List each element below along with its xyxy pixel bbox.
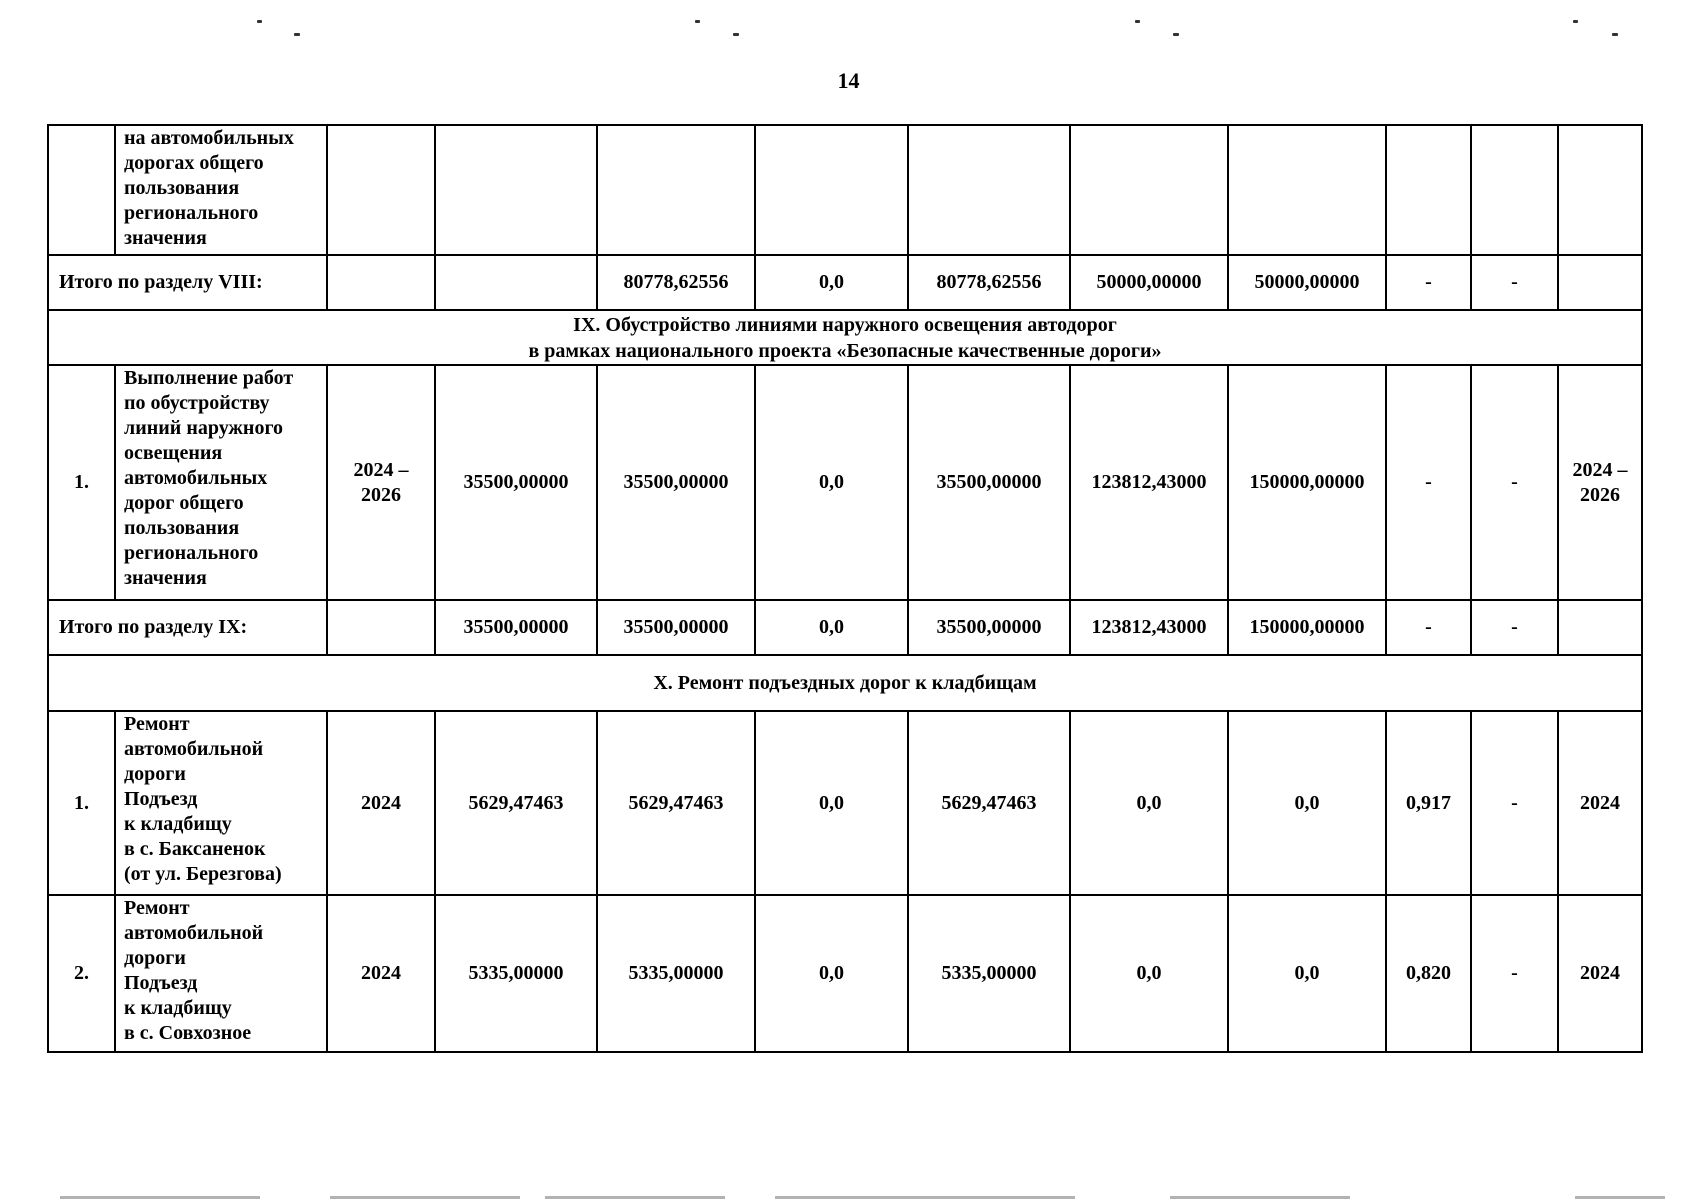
section-title xyxy=(48,310,1642,365)
cell-c8: 0,0 xyxy=(1228,895,1386,1052)
scan-artifact xyxy=(60,1196,260,1199)
cell-period: 2024 – 2026 xyxy=(327,365,435,600)
cell-c4: 35500,00000 xyxy=(597,600,755,655)
cell-c7: 0,0 xyxy=(1070,711,1228,895)
cell-c3: 35500,00000 xyxy=(435,365,597,600)
total-label: Итого по разделу IX: xyxy=(48,600,327,655)
scan-artifact xyxy=(1573,20,1578,23)
scan-artifact xyxy=(257,20,262,23)
section-header-x xyxy=(48,655,1642,711)
scan-artifact xyxy=(733,33,739,36)
cell-c8: 0,0 xyxy=(1228,711,1386,895)
cell-c10: - xyxy=(1471,255,1558,310)
cell-name: на автомобильных дорогах общего пользования регионального значения xyxy=(115,125,327,255)
cell-c6: 5335,00000 xyxy=(908,895,1070,1052)
cell-c10 xyxy=(1471,125,1558,255)
cell-c4: 80778,62556 xyxy=(597,255,755,310)
section-title-line-2: в рамках национального проекта «Безопасные качественные дороги» xyxy=(528,339,1162,362)
cell-c7: 50000,00000 xyxy=(1070,255,1228,310)
cell-num xyxy=(48,125,115,255)
table-row xyxy=(48,125,1642,255)
cell-c9: 0,917 xyxy=(1386,711,1471,895)
cell-c11 xyxy=(1558,125,1642,255)
cell-c8: 50000,00000 xyxy=(1228,255,1386,310)
cell-c5: 0,0 xyxy=(755,255,908,310)
cell-period: 2024 xyxy=(327,895,435,1052)
scan-artifact xyxy=(1170,1196,1350,1199)
cell-c9: - xyxy=(1386,600,1471,655)
cell-period xyxy=(327,125,435,255)
cell-c3: 5629,47463 xyxy=(435,711,597,895)
cell-c6: 80778,62556 xyxy=(908,255,1070,310)
cell-c10: - xyxy=(1471,600,1558,655)
cell-c5: 0,0 xyxy=(755,365,908,600)
cell-num: 1. xyxy=(48,365,115,600)
cell-period xyxy=(327,255,435,310)
section-title: X. Ремонт подъездных дорог к кладбищам xyxy=(48,655,1642,711)
cell-c6: 35500,00000 xyxy=(908,600,1070,655)
cell-c10: - xyxy=(1471,895,1558,1052)
cell-period xyxy=(327,600,435,655)
table-row xyxy=(48,711,1642,895)
cell-c8: 150000,00000 xyxy=(1228,600,1386,655)
scan-artifact xyxy=(1612,33,1618,36)
page-number: 14 xyxy=(837,68,860,93)
cell-c8: 150000,00000 xyxy=(1228,365,1386,600)
table-row xyxy=(48,365,1642,600)
cell-c5 xyxy=(755,125,908,255)
cell-c11 xyxy=(1558,255,1642,310)
section-title-line-1: IX. Обустройство линиями наружного освещения автодорог xyxy=(573,313,1117,336)
cell-c4: 5335,00000 xyxy=(597,895,755,1052)
cell-c11: 2024 xyxy=(1558,711,1642,895)
cell-c9 xyxy=(1386,125,1471,255)
cell-c5: 0,0 xyxy=(755,711,908,895)
scan-artifact xyxy=(545,1196,725,1199)
cell-c3: 35500,00000 xyxy=(435,600,597,655)
cell-c8 xyxy=(1228,125,1386,255)
cell-c5: 0,0 xyxy=(755,895,908,1052)
cell-name: Ремонт автомобильной дороги Подъезд к кладбищу в с. Совхозное xyxy=(115,895,327,1052)
cell-c6: 35500,00000 xyxy=(908,365,1070,600)
cell-c11: 2024 – 2026 xyxy=(1558,365,1642,600)
cell-c7: 123812,43000 xyxy=(1070,365,1228,600)
cell-c6: 5629,47463 xyxy=(908,711,1070,895)
cell-name: Выполнение работ по обустройству линий наружного освещения автомобильных дорог общего пользования регионального значения xyxy=(115,365,327,600)
cell-c4: 35500,00000 xyxy=(597,365,755,600)
cell-c9: - xyxy=(1386,255,1471,310)
cell-num: 2. xyxy=(48,895,115,1052)
cell-c9: 0,820 xyxy=(1386,895,1471,1052)
cell-num: 1. xyxy=(48,711,115,895)
cell-c6 xyxy=(908,125,1070,255)
cell-c4: 5629,47463 xyxy=(597,711,755,895)
cell-c10: - xyxy=(1471,365,1558,600)
scan-artifact xyxy=(775,1196,1075,1199)
table-row xyxy=(48,895,1642,1052)
total-row-viii xyxy=(48,255,1642,310)
scan-artifact xyxy=(1135,20,1140,23)
cell-c3 xyxy=(435,125,597,255)
cell-c11 xyxy=(1558,600,1642,655)
scan-artifact xyxy=(294,33,300,36)
budget-table xyxy=(47,124,1643,1053)
section-header-ix xyxy=(48,310,1642,365)
cell-c7: 0,0 xyxy=(1070,895,1228,1052)
cell-c11: 2024 xyxy=(1558,895,1642,1052)
scan-artifact xyxy=(1173,33,1179,36)
cell-c4 xyxy=(597,125,755,255)
scan-artifact xyxy=(1575,1196,1665,1199)
cell-name: Ремонт автомобильной дороги Подъезд к кладбищу в с. Баксаненок (от ул. Березгова) xyxy=(115,711,327,895)
cell-c7 xyxy=(1070,125,1228,255)
total-label: Итого по разделу VIII: xyxy=(48,255,327,310)
cell-c7: 123812,43000 xyxy=(1070,600,1228,655)
scan-artifact xyxy=(695,20,700,23)
total-row-ix xyxy=(48,600,1642,655)
scan-artifact xyxy=(330,1196,520,1199)
cell-c9: - xyxy=(1386,365,1471,600)
cell-c10: - xyxy=(1471,711,1558,895)
cell-period: 2024 xyxy=(327,711,435,895)
cell-c5: 0,0 xyxy=(755,600,908,655)
cell-c3: 5335,00000 xyxy=(435,895,597,1052)
cell-c3 xyxy=(435,255,597,310)
